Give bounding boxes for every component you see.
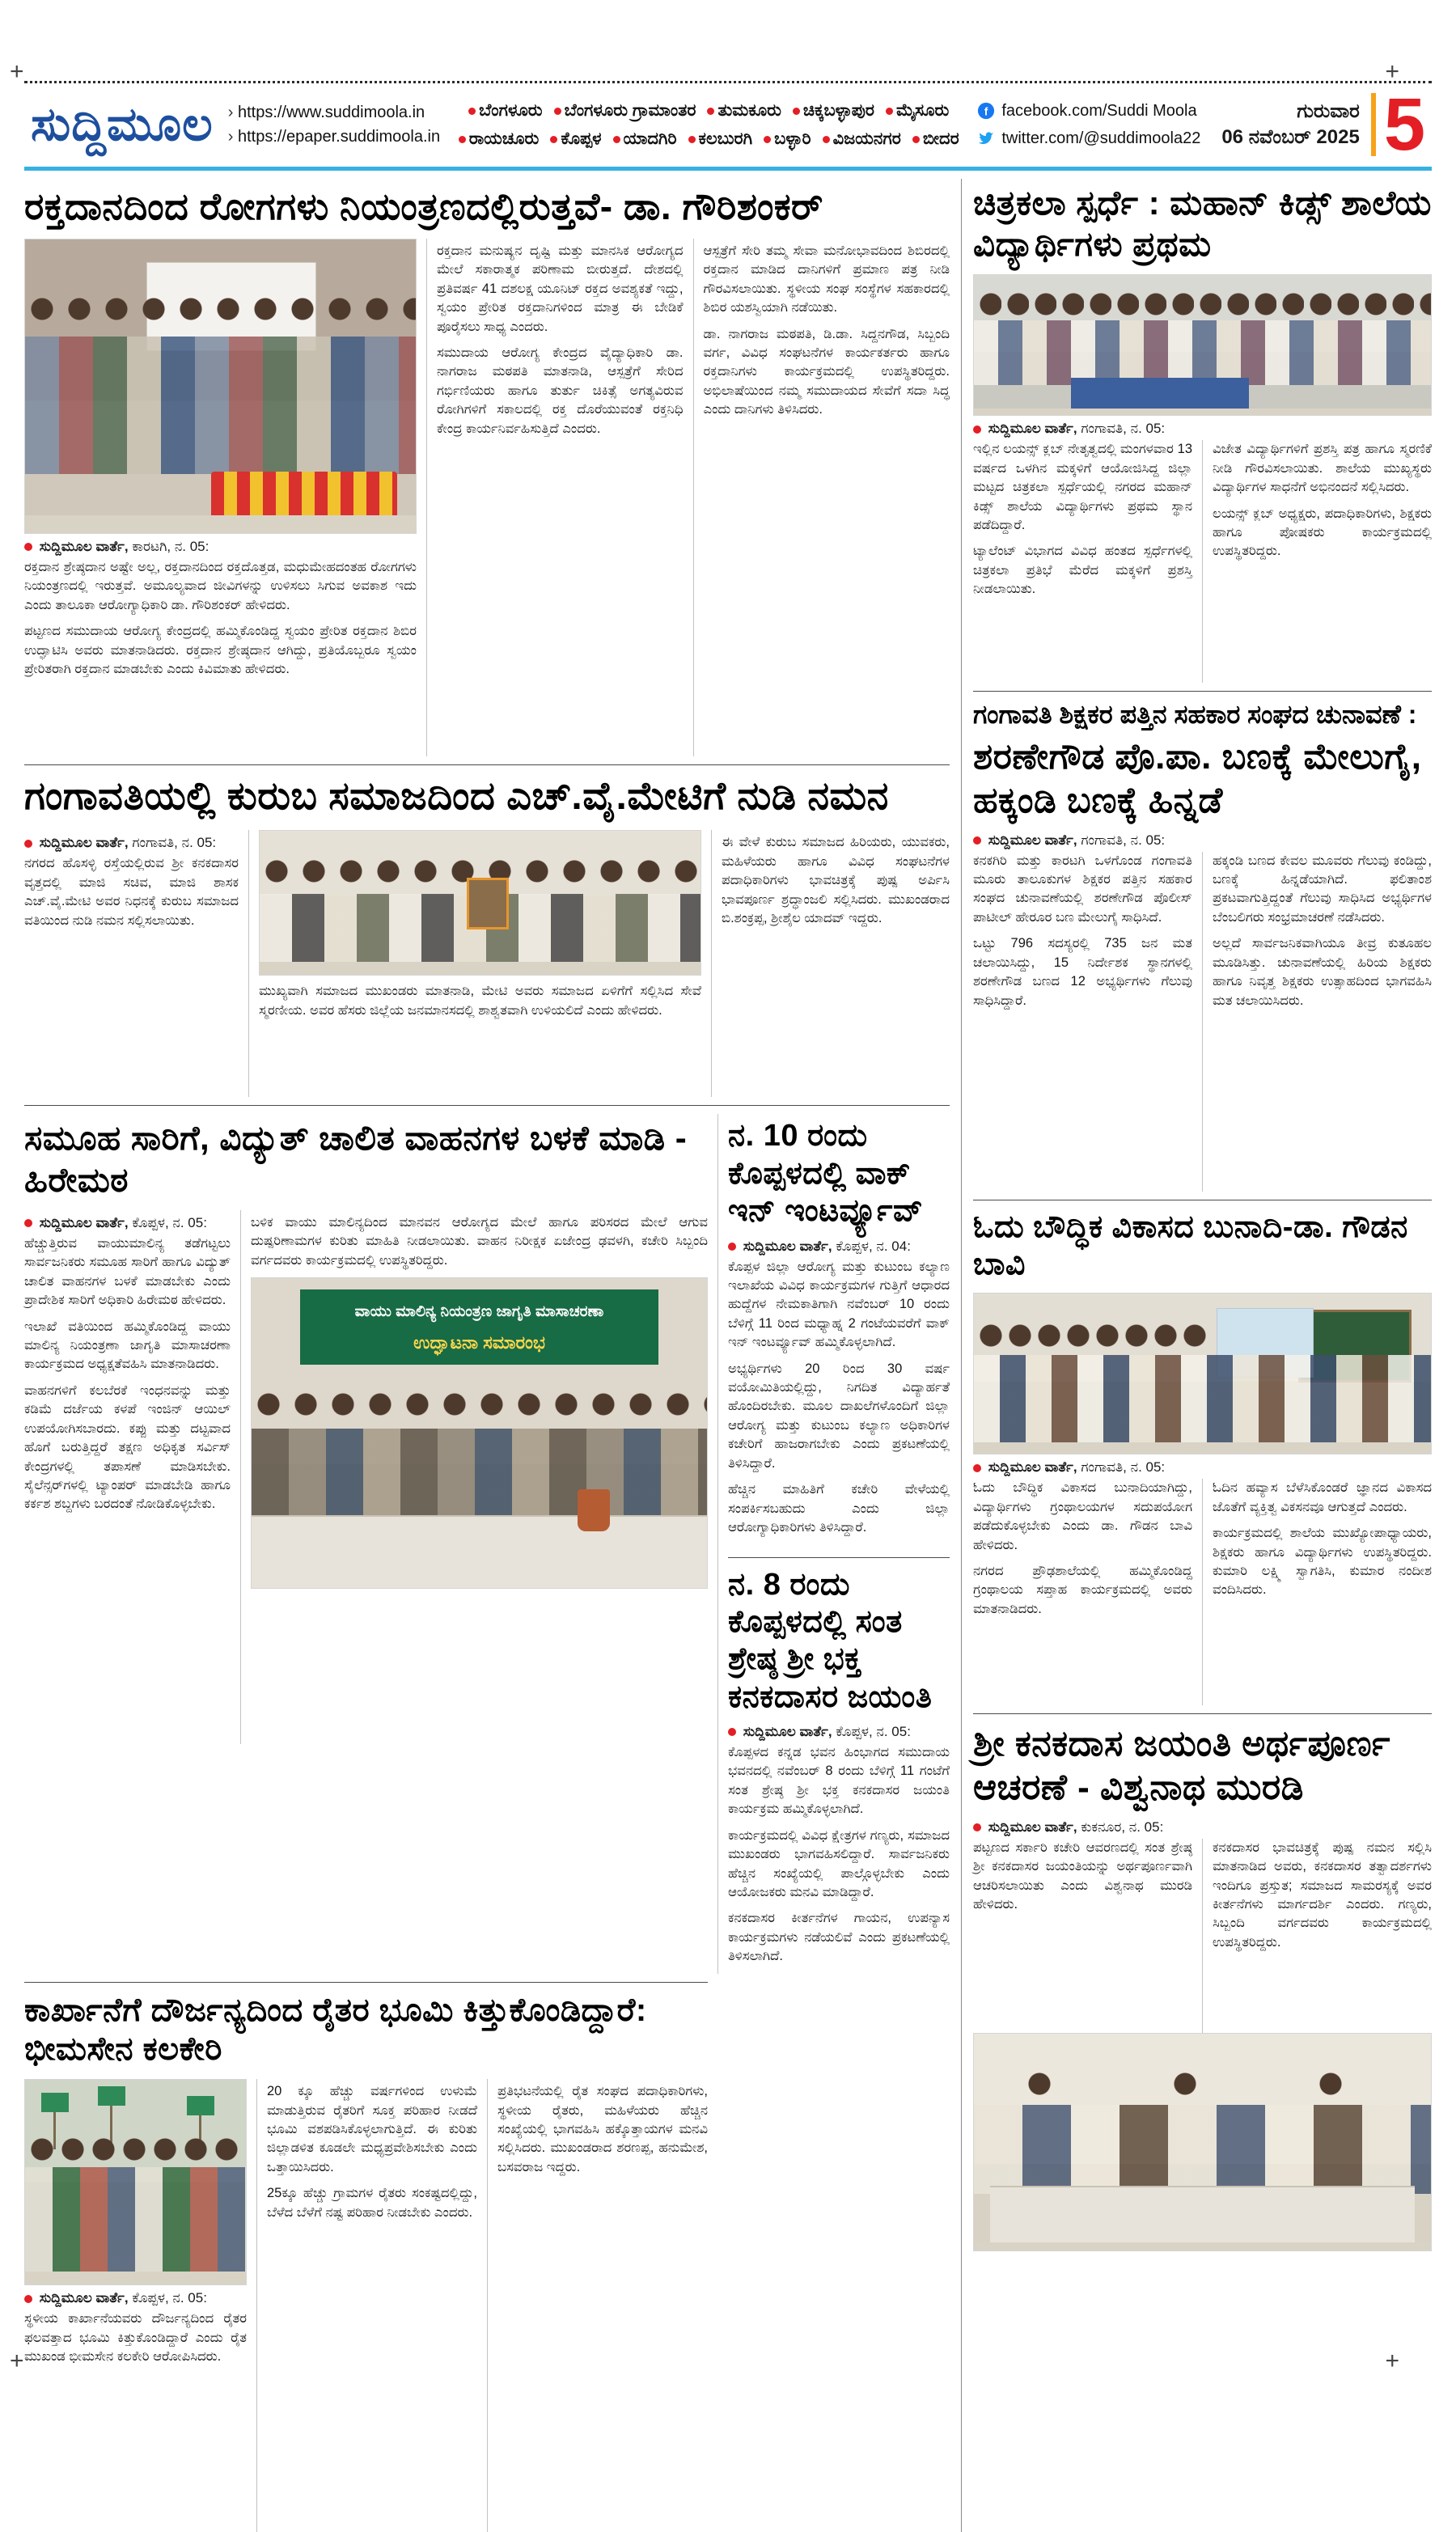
byline-location: ಕೊಪ್ಪಳ, ನ. 05: (132, 1214, 207, 1230)
middle-briefs-column (717, 1114, 950, 1973)
website-url-link[interactable]: › https://www.suddimoola.in (228, 100, 440, 125)
left-column-zone (24, 179, 961, 2532)
twitter-bird-icon (977, 129, 995, 147)
byline-bullet-icon (728, 1243, 736, 1251)
byline-source: ಸುದ್ದಿಮೂಲ ವಾರ್ತೆ, (39, 2290, 129, 2306)
flower-pot (578, 1489, 610, 1531)
body-paragraph: ಇಲಾಖೆ ವತಿಯಿಂದ ಹಮ್ಮಿಕೊಂಡಿದ್ದ ವಾಯು ಮಾಲಿನ್ಯ ನಿಯಂತ್ರಣಾ ಜಾಗೃತಿ ಮಾಸಾಚರಣಾ ಕಾರ್ಯಕ್ರಮದ ಅಧ್ಯಕ್ಷತೆವಹಿಸಿ ಮಾತನಾಡಿದರು. (24, 1319, 231, 1372)
city-item: ಬೆಂಗಳೂರು (468, 101, 542, 120)
facebook-handle: facebook.com/Suddi Moola (1001, 102, 1197, 121)
body-text-col (1213, 440, 1432, 561)
body-paragraph: ಕೊಪ್ಪಳ ಜಿಲ್ಲಾ ಆರೋಗ್ಯ ಮತ್ತು ಕುಟುಂಬ ಕಲ್ಯಾಣ ಇಲಾಖೆಯ ವಿವಿಧ ಕಾರ್ಯಕ್ರಮಗಳ ಗುತ್ತಿಗೆ ಆಧಾರದ ಹುದ್ದೆಗಳ ನೇಮಕಾತಿಗಾಗಿ ನವೆಂಬರ್ 10 ರಂದು ಬೆಳಿಗ್ಗೆ 11 ರಿಂದ ಮಧ್ಯಾಹ್ನ 2 ಗಂಟೆಯವರೆಗೆ ವಾಕ್ ಇನ್ ಇಂಟರ್ವ್ಯೂವ್ ಹಮ್ಮಿಕೊಳ್ಳಲಾಗಿದೆ. (728, 1259, 950, 1350)
body-text-col (722, 833, 950, 928)
body-paragraph: ಅಭ್ಯರ್ಥಿಗಳು 20 ರಿಂದ 30 ವರ್ಷ ವಯೋಮಿತಿಯಲ್ಲಿದ್ದು, ನಿಗದಿತ ವಿದ್ಯಾರ್ಹತೆ ಹೊಂದಿರಬೇಕು. ಮೂಲ ದಾಖಲೆಗಳೊಂದಿಗೆ ಜಿಲ್ಲಾ ಆರೋಗ್ಯ ಮತ್ತು ಕುಟುಂಬ ಕಲ್ಯಾಣ ಅಧಿಕಾರಿಗಳ ಕಚೇರಿಗೆ ಹಾಜರಾಗಬೇಕು ಎಂದು ಪ್ರಕಟಣೆಯಲ್ಲಿ ತಿಳಿಸಿದ್ದಾರೆ. (728, 1361, 950, 1471)
body-paragraph: ಡಾ. ನಾಗರಾಜ ಮಠಪತಿ, ಡಿ.ಡಾ. ಸಿದ್ದನಗೌಡ, ಸಿಬ್ಬಂದಿ ವರ್ಗ, ವಿವಿಧ ಸಂಘಟನೆಗಳ ಕಾರ್ಯಕರ್ತರು ಹಾಗೂ ರಕ್ತದಾನಿಗಳು ಕಾರ್ಯಕ್ರಮದಲ್ಲಿ ಉಪಸ್ಥಿತರಿದ್ದರು. ಅಭಿಲಾಷೆಯಿಂದ ನಮ್ಮ ಸಮುದಾಯದ ಸೇವೆಗೆ ಸದಾ ಸಿದ್ಧ ಎಂದು ದಾನಿಗಳು ತಿಳಿಸಿದರು. (703, 326, 950, 417)
byline-source: ಸುದ್ದಿಮೂಲ ವಾರ್ತೆ, (39, 835, 129, 851)
body-paragraph: ಕನಕದಾಸರ ಕೀರ್ತನೆಗಳ ಗಾಯನ, ಉಪನ್ಯಾಸ ಕಾರ್ಯಕ್ರಮಗಳು ನಡೆಯಲಿವೆ ಎಂದು ಪ್ರಕಟಣೆಯಲ್ಲಿ ತಿಳಿಸಲಾಗಿದೆ. (728, 1911, 950, 1964)
article-divider (973, 691, 1432, 692)
body-paragraph: ಪಟ್ಟಣದ ಸಮುದಾಯ ಆರೋಗ್ಯ ಕೇಂದ್ರದಲ್ಲಿ ಹಮ್ಮಿಕೊಂಡಿದ್ದ ಸ್ವಯಂ ಪ್ರೇರಿತ ರಕ್ತದಾನ ಶಿಬಿರ ಉದ್ಘಾಟಿಸಿ ಅವರು ಮಾತನಾಡಿದರು. ರಕ್ತದಾನ ಶ್ರೇಷ್ಠದಾನ ಆಗಿದ್ದು, ಪ್ರತಿಯೊಬ್ಬರೂ ಸ್ವಯಂ ಪ್ರೇರಿತರಾಗಿ ರಕ್ತದಾನ ಮಾಡಬೇಕು ಎಂದು ಕಿವಿಮಾತು ಹೇಳಿದರು. (24, 624, 417, 677)
crop-mark-top-left: + (10, 58, 24, 85)
body-paragraph: ಈ ವೇಳೆ ಕುರುಬ ಸಮಾಜದ ಹಿರಿಯರು, ಯುವಕರು, ಮಹಿಳೆಯರು ಹಾಗೂ ವಿವಿಧ ಸಂಘಟನೆಗಳ ಪದಾಧಿಕಾರಿಗಳು ಭಾವಚಿತ್ರಕ್ಕೆ ಪುಷ್ಪ ಅರ್ಪಿಸಿ ಭಾವಪೂರ್ಣ ಶ್ರದ್ಧಾಂಜಲಿ ಸಲ್ಲಿಸಿದರು. ಮುಖಂಡರಾದ ಬಿ.ಶಂಕ್ರಪ್ಪ, ಶ್ರೀಶೈಲ ಯಾದವ್ ಇದ್ದರು. (722, 835, 950, 926)
byline-bullet-icon (24, 2295, 32, 2303)
body-paragraph: ವಿಜೇತ ವಿದ್ಯಾರ್ಥಿಗಳಿಗೆ ಪ್ರಶಸ್ತಿ ಪತ್ರ ಹಾಗೂ ಸ್ಮರಣಿಕೆ ನೀಡಿ ಗೌರವಿಸಲಾಯಿತು. ಶಾಲೆಯ ಮುಖ್ಯಸ್ಥರು ವಿದ್ಯಾರ್ಥಿಗಳ ಸಾಧನೆಗೆ ಅಭಿನಂದನೆ ಸಲ್ಲಿಸಿದರು. (1213, 442, 1432, 495)
byline-location: ಗಂಗಾವತಿ, ನ. 05: (1081, 832, 1166, 848)
article-drawing-competition (973, 182, 1432, 683)
weekday: ಗುರುವಾರ (1297, 100, 1360, 122)
body-paragraph: ಹೆಚ್ಚುತ್ತಿರುವ ವಾಯುಮಾಲಿನ್ಯ ತಡೆಗಟ್ಟಲು ಸಾರ್ವಜನಿಕರು ಸಮೂಹ ಸಾರಿಗೆ ಹಾಗೂ ವಿದ್ಯುತ್ ಚಾಲಿತ ವಾಹನಗಳ ಬಳಕೆ ಮಾಡಬೇಕು ಎಂದು ಪ್ರಾದೇಶಿಕ ಸಾರಿಗೆ ಅಧಿಕಾರಿ ಹಿರೇಮಠ ಹೇಳಿದರು. (24, 1235, 231, 1308)
body-text-col (24, 854, 239, 930)
article-headline: ಚಿತ್ರಕಲಾ ಸ್ಪರ್ಧೆ : ಮಹಾನ್ ಕಿಡ್ಸ್ ಶಾಲೆಯ ವಿದ್ಯಾರ್ಥಿಗಳು ಪ್ರಥಮ (973, 183, 1432, 264)
article-photo-tribute-gathering (259, 830, 701, 976)
article-photo-school-event (973, 1293, 1432, 1454)
city-bullet-icon (886, 108, 893, 115)
byline (973, 421, 1432, 437)
body-paragraph: ಸ್ಥಳೀಯ ಕಾರ್ಖಾನೆಯವರು ದೌರ್ಜನ್ಯದಿಂದ ರೈತರ ಫಲವತ್ತಾದ ಭೂಮಿ ಕಿತ್ತುಕೊಂಡಿದ್ದಾರೆ ಎಂದು ರೈತ ಮುಖಂಡ ಭೀಮಸೇನ ಕಲಕೇರಿ ಆರೋಪಿಸಿದರು. (24, 2311, 247, 2365)
city-item: ಚಿಕ್ಕಬಳ್ಳಾಪುರ (793, 101, 874, 120)
body-paragraph: ಒಟ್ಟು 796 ಸದಸ್ಯರಲ್ಲಿ 735 ಜನ ಮತ ಚಲಾಯಿಸಿದ್ದು, 15 ನಿರ್ದೇಶಕ ಸ್ಥಾನಗಳಲ್ಲಿ ಶರಣೇಗೌಡ ಬಣದ 12 ಅಭ್ಯರ್ಥಿಗಳು ಗೆಲುವು ಸಾಧಿಸಿದ್ದಾರೆ. (973, 936, 1192, 1008)
article-headline: ಗಂಗಾವತಿಯಲ್ಲಿ ಕುರುಬ ಸಮಾಜದಿಂದ ಎಚ್.ವೈ.ಮೇಟಿಗೆ ನುಡಿ ನಮನ (24, 774, 889, 818)
city-bullet-icon (764, 136, 771, 143)
body-text-col (1213, 1479, 1432, 1600)
byline-location: ಗಂಗಾವತಿ, ನ. 05: (132, 835, 217, 851)
byline-bullet-icon (728, 1728, 736, 1736)
article-headline: ನ. 10 ರಂದು ಕೊಪ್ಪಳದಲ್ಲಿ ವಾಕ್ ಇನ್ ಇಂಟರ್ವ್ಯೂವ್ (728, 1119, 924, 1229)
byline-bullet-icon (24, 840, 32, 848)
city-item: ಯಾದಗಿರಿ (613, 129, 677, 148)
body-text-col (24, 2310, 247, 2366)
city-bullet-icon (912, 136, 920, 143)
masthead (24, 83, 1432, 166)
body-text-col (728, 1258, 950, 1549)
byline-location: ಗಂಗಾವತಿ, ನ. 05: (1081, 1459, 1166, 1476)
body-paragraph: ಪ್ರತಿಭಟನೆಯಲ್ಲಿ ರೈತ ಸಂಘದ ಪದಾಧಿಕಾರಿಗಳು, ಸ್ಥಳೀಯ ರೈತರು, ಮಹಿಳೆಯರು ಹೆಚ್ಚಿನ ಸಂಖ್ಯೆಯಲ್ಲಿ ಭಾಗವಹಿಸಿ ಹಕ್ಕೊತ್ತಾಯಗಳ ಮನವಿ ಸಲ್ಲಿಸಿದರು. ಮುಖಂಡರಾದ ಶರಣಪ್ಪ, ಹನುಮೇಶ, ಬಸವರಾಜ ಇದ್ದರು. (497, 2084, 708, 2174)
facebook-icon (977, 102, 995, 120)
article-divider (728, 1557, 950, 1558)
city-item: ಬೀದರ (912, 129, 959, 148)
byline-location: ಕೊಪ್ಪಳ, ನ. 05: (132, 2290, 207, 2306)
byline-location: ಕುಕನೂರ, ನ. 05: (1081, 1819, 1164, 1835)
body-paragraph: ರಕ್ತದಾನ ಮನುಷ್ಯನ ದೃಷ್ಟಿ ಮತ್ತು ಮಾನಸಿಕ ಆರೋಗ್ಯದ ಮೇಲೆ ಸಕಾರಾತ್ಮಕ ಪರಿಣಾಮ ಬೀರುತ್ತದೆ. ದೇಶದಲ್ಲಿ ಪ್ರತಿವರ್ಷ 41 ದಶಲಕ್ಷ ಯೂನಿಟ್ ರಕ್ತದ ಅವಶ್ಯಕತೆ ಇದ್ದು, ಸ್ವಯಂ ಪ್ರೇರಿತ ರಕ್ತದಾನಿಗಳಿಂದ ಮಾತ್ರ ಈ ಬೇಡಿಕೆ ಪೂರೈಸಲು ಸಾಧ್ಯ ಎಂದರು. (437, 243, 684, 334)
svg-text:f: f (984, 105, 988, 118)
byline (973, 1819, 1432, 1835)
article-divider (24, 1105, 950, 1106)
body-text-col (1213, 1839, 1432, 1953)
article-headline: ನ. 8 ರಂದು ಕೊಪ್ಪಳದಲ್ಲಿ ಸಂತ ಶ್ರೇಷ್ಠ ಶ್ರೀ ಭಕ್ತ ಕನಕದಾಸರ ಜಯಂತಿ (728, 1567, 933, 1714)
byline-location: ಗಂಗಾವತಿ, ನ. 05: (1081, 421, 1166, 437)
article-cooperative-election (973, 700, 1432, 1191)
body-paragraph: ಓದು ಬೌದ್ಧಿಕ ವಿಕಾಸದ ಬುನಾದಿಯಾಗಿದ್ದು, ವಿದ್ಯಾರ್ಥಿಗಳು ಗ್ರಂಥಾಲಯಗಳ ಸದುಪಯೋಗ ಪಡೆದುಕೊಳ್ಳಬೇಕು ಎಂದು ಡಾ. ಗೌಡನ ಬಾವಿ ಹೇಳಿದರು. (973, 1480, 1192, 1552)
byline (24, 1215, 231, 1231)
article-photo-prize-winners (973, 274, 1432, 416)
cyan-header-rule (24, 167, 1432, 171)
article-farmers-protest (24, 1991, 708, 2532)
byline-bullet-icon (973, 426, 981, 434)
top-dotted-rule (24, 81, 1432, 83)
newspaper-page (24, 81, 1432, 2532)
article-photo-blood-donation (24, 239, 417, 534)
body-text-col (24, 1234, 231, 1514)
cities-line-1 (453, 96, 965, 125)
article-walk-in-interview (728, 1117, 950, 1548)
body-paragraph: 20 ಕ್ಕೂ ಹೆಚ್ಚು ವರ್ಷಗಳಿಂದ ಉಳುಮೆ ಮಾಡುತ್ತಿರುವ ರೈತರಿಗೆ ಸೂಕ್ತ ಪರಿಹಾರ ನೀಡದೆ ಭೂಮಿ ವಶಪಡಿಸಿಕೊಳ್ಳಲಾಗುತ್ತಿದೆ. ಈ ಕುರಿತು ಜಿಲ್ಲಾಡಳಿತ ಕೂಡಲೇ ಮಧ್ಯಪ್ರವೇಶಿಸಬೇಕು ಎಂದು ಒತ್ತಾಯಿಸಿದರು. (267, 2084, 477, 2174)
article-headline: ರಕ್ತದಾನದಿಂದ ರೋಗಗಳು ನಿಯಂತ್ರಣದಲ್ಲಿರುತ್ತವೆ- ಡಾ. ಗೌರಿಶಂಕರ್ (24, 184, 823, 227)
body-paragraph: ಇಲ್ಲಿನ ಲಯನ್ಸ್ ಕ್ಲಬ್ ನೇತೃತ್ವದಲ್ಲಿ ಮಂಗಳವಾರ 13 ವರ್ಷದ ಒಳಗಿನ ಮಕ್ಕಳಿಗೆ ಆಯೋಜಿಸಿದ್ದ ಜಿಲ್ಲಾ ಮಟ್ಟದ ಚಿತ್ರಕಲಾ ಸ್ಪರ್ಧೆಯಲ್ಲಿ ನಗರದ ಮಹಾನ್ ಕಿಡ್ಸ್ ಶಾಲೆಯ ವಿದ್ಯಾರ್ಥಿಗಳು ಪ್ರಥಮ ಸ್ಥಾನ ಪಡೆದಿದ್ದಾರೆ. (973, 442, 1192, 532)
byline-source: ಸುದ್ದಿಮೂಲ ವಾರ್ತೆ, (988, 832, 1077, 848)
body-paragraph: ರಕ್ತದಾನ ಶ್ರೇಷ್ಠದಾನ ಅಷ್ಟೇ ಅಲ್ಲ, ರಕ್ತದಾನದಿಂದ ರಕ್ತದೊತ್ತಡ, ಮಧುಮೇಹದಂತಹ ರೋಗಗಳು ನಿಯಂತ್ರಣದಲ್ಲಿ ಇರುತ್ತವೆ. ಅಮೂಲ್ಯವಾದ ಜೀವಿಗಳನ್ನು ಉಳಿಸಲು ಸಿಗುವ ಅವಕಾಶ ಇದು ಎಂದು ತಾಲೂಕಾ ಆರೋಗ್ಯಾಧಿಕಾರಿ ಡಾ. ಗೌರಿಶಂಕರ್ ಹೇಳಿದರು. (24, 559, 417, 612)
city-item: ಮೈಸೂರು (886, 101, 949, 120)
article-divider (973, 1713, 1432, 1714)
body-paragraph: ಲಯನ್ಸ್ ಕ್ಲಬ್ ಅಧ್ಯಕ್ಷರು, ಪದಾಧಿಕಾರಿಗಳು, ಶಿಕ್ಷಕರು ಹಾಗೂ ಪೋಷಕರು ಕಾರ್ಯಕ್ರಮದಲ್ಲಿ ಉಪಸ್ಥಿತರಿದ್ದರು. (1213, 506, 1432, 559)
article-kanakadasa-jayanti-notice (728, 1566, 950, 1967)
edition-cities (453, 96, 965, 154)
crop-mark-bottom-right: + (1385, 2348, 1399, 2374)
body-text-col (251, 1213, 708, 1270)
article-headline: ಓದು ಬೌದ್ಧಿಕ ವಿಕಾಸದ ಬುನಾದಿ-ಡಾ. ಗೌಡನ ಬಾವಿ (973, 1209, 1408, 1281)
byline-bullet-icon (973, 1464, 981, 1472)
article-transport-pollution (24, 1114, 708, 1973)
body-paragraph: ಕೊಪ್ಪಳದ ಕನ್ನಡ ಭವನ ಹಿಂಭಾಗದ ಸಮುದಾಯ ಭವನದಲ್ಲಿ ನವೆಂಬರ್ 8 ರಂದು ಬೆಳಿಗ್ಗೆ 11 ಗಂಟೆಗೆ ಸಂತ ಶ್ರೇಷ್ಠ ಶ್ರೀ ಭಕ್ತ ಕನಕದಾಸರ ಜಯಂತಿ ಕಾರ್ಯಕ್ರಮ ಹಮ್ಮಿಕೊಳ್ಳಲಾಗಿದೆ. (728, 1744, 950, 1817)
epaper-url-link[interactable]: › https://epaper.suddimoola.in (228, 125, 440, 149)
crop-mark-bottom-left: + (10, 2348, 24, 2374)
city-bullet-icon (823, 136, 830, 143)
event-banner-line2: ಉದ್ಘಾಟನಾ ಸಮಾರಂಭ (413, 1332, 545, 1353)
byline-source: ಸುದ್ದಿಮೂಲ ವಾರ್ತೆ, (743, 1238, 832, 1254)
body-paragraph: ಪಟ್ಟಣದ ಸರ್ಕಾರಿ ಕಚೇರಿ ಆವರಣದಲ್ಲಿ ಸಂತ ಶ್ರೇಷ್ಠ ಶ್ರೀ ಕನಕದಾಸರ ಜಯಂತಿಯನ್ನು ಅರ್ಥಪೂರ್ಣವಾಗಿ ಆಚರಿಸಲಾಯಿತು ಎಂದು ವಿಶ್ವನಾಥ ಮುರಡಿ ಹೇಳಿದರು. (973, 1840, 1192, 1912)
byline-source: ಸುದ್ದಿಮೂಲ ವಾರ್ತೆ, (988, 1819, 1077, 1835)
twitter-link[interactable] (977, 125, 1200, 152)
city-bullet-icon (554, 108, 561, 115)
article-divider (24, 764, 950, 765)
crop-mark-top-right: + (1385, 58, 1399, 85)
city-bullet-icon (459, 136, 466, 143)
date: 06 ನವೆಂಬರ್ 2025 (1221, 126, 1360, 149)
city-item: ವಿಜಯನಗರ (823, 129, 901, 148)
city-item: ರಾಯಚೂರು (459, 129, 540, 148)
body-text-col (24, 558, 417, 680)
body-paragraph: ನಗರದ ಪ್ರೌಢಶಾಲೆಯಲ್ಲಿ ಹಮ್ಮಿಕೊಂಡಿದ್ದ ಗ್ರಂಥಾಲಯ ಸಪ್ತಾಹ ಕಾರ್ಯಕ್ರಮದಲ್ಲಿ ಅವರು ಮಾತನಾಡಿದರು. (973, 1564, 1192, 1616)
byline-source: ಸುದ್ದಿಮೂಲ ವಾರ್ತೆ, (988, 421, 1077, 437)
right-column-zone (961, 179, 1432, 2532)
body-paragraph: ಓದಿನ ಹವ್ಯಾಸ ಬೆಳೆಸಿಕೊಂಡರೆ ಜ್ಞಾನದ ವಿಕಾಸದ ಜೊತೆಗೆ ವ್ಯಕ್ತಿತ್ವ ವಿಕಸನವೂ ಆಗುತ್ತದೆ ಎಂದರು. (1213, 1480, 1432, 1514)
body-paragraph: ಕನಕದಾಸರ ಭಾವಚಿತ್ರಕ್ಕೆ ಪುಷ್ಪ ನಮನ ಸಲ್ಲಿಸಿ ಮಾತನಾಡಿದ ಅವರು, ಕನಕದಾಸರ ತತ್ವಾದರ್ಶಗಳು ಇಂದಿಗೂ ಪ್ರಸ್ತುತ; ಸಮಾಜದ ಸಾಮರಸ್ಯಕ್ಕೆ ಅವರ ಕೀರ್ತನೆಗಳು ಮಾರ್ಗದರ್ಶಿ ಎಂದರು. ಗಣ್ಯರು, ಸಿಬ್ಬಂದಿ ವರ್ಗದವರು ಕಾರ್ಯಕ್ರಮದಲ್ಲಿ ಉಪಸ್ಥಿತರಿದ್ದರು. (1213, 1840, 1432, 1950)
byline (973, 1459, 1432, 1476)
body-text-col (973, 852, 1192, 1010)
page-number: 5 (1383, 83, 1425, 166)
city-item: ಬೆಂಗಳೂರು ಗ್ರಾಮಾಂತರ (554, 101, 696, 120)
byline-source: ಸುದ್ದಿಮೂಲ ವಾರ್ತೆ, (988, 1459, 1077, 1476)
body-text-col (704, 242, 950, 420)
body-paragraph: ಅಲ್ಲದೆ ಸಾರ್ವಜನಿಕವಾಗಿಯೂ ತೀವ್ರ ಕುತೂಹಲ ಮೂಡಿಸಿತ್ತು. ಚುನಾವಣೆಯಲ್ಲಿ ಹಿರಿಯ ಶಿಕ್ಷಕರು ಹಾಗೂ ನಿವೃತ್ತ ಶಿಕ್ಷಕರು ಉತ್ಸಾಹದಿಂದ ಭಾಗವಹಿಸಿ ಮತ ಚಲಾಯಿಸಿದರು. (1213, 936, 1432, 1008)
byline-source: ಸುದ್ದಿಮೂಲ ವಾರ್ತೆ, (39, 538, 129, 554)
byline-bullet-icon (24, 1219, 32, 1227)
article-headline: ಶ್ರೀ ಕನಕದಾಸ ಜಯಂತಿ ಅರ್ಥಪೂರ್ಣ ಆಚರಣೆ - ವಿಶ್ವನಾಥ ಮುರಡಿ (973, 1724, 1390, 1807)
city-item: ಕೊಪ್ಪಳ (550, 129, 601, 148)
city-item: ಕಲಬುರಗಿ (688, 129, 753, 148)
newspaper-logo: ಸುದ್ದಿಮೂಲ (31, 98, 214, 151)
body-paragraph: ಮುಖ್ಯವಾಗಿ ಸಮಾಜದ ಮುಖಂಡರು ಮಾತನಾಡಿ, ಮೇಟಿ ಅವರು ಸಮಾಜದ ಏಳಿಗೆಗೆ ಸಲ್ಲಿಸಿದ ಸೇವೆ ಸ್ಮರಣೀಯ. ಅವರ ಹೆಸರು ಜಿಲ್ಲೆಯ ಜನಮಾನಸದಲ್ಲಿ ಶಾಶ್ವತವಾಗಿ ಉಳಿಯಲಿದೆ ಎಂದು ಹೇಳಿದರು. (259, 984, 701, 1018)
body-paragraph: ಕನಕಗಿರಿ ಮತ್ತು ಕಾರಟಗಿ ಒಳಗೊಂಡ ಗಂಗಾವತಿ ಮೂರು ತಾಲೂಕುಗಳ ಶಿಕ್ಷಕರ ಪತ್ತಿನ ಸಹಕಾರ ಸಂಘದ ಚುನಾವಣೆಯಲ್ಲಿ ಶರಣೇಗೌಡ ಪೊಲೀಸ್ ಪಾಟೀಲ್ ಹೇರೂರ ಬಣ ಮೇಲುಗೈ ಸಾಧಿಸಿದೆ. (973, 853, 1192, 925)
byline (24, 2290, 247, 2306)
article-kanakadasa-jayanti-celebration (973, 1722, 1432, 2250)
byline-location: ಕೊಪ್ಪಳ, ನ. 04: (836, 1238, 911, 1254)
article-divider (24, 1982, 708, 1983)
byline-bullet-icon (973, 836, 981, 845)
city-item: ಬಳ್ಳಾರಿ (764, 129, 811, 148)
article-headline: ಶರಣೇಗೌಡ ಪೊ.ಪಾ. ಬಣಕ್ಕೆ ಮೇಲುಗೈ, ಹಕ್ಕಂಡಿ ಬಣಕ್ಕೆ ಹಿನ್ನಡೆ (973, 737, 1422, 820)
body-paragraph: ಹೆಚ್ಚಿನ ಮಾಹಿತಿಗೆ ಕಚೇರಿ ವೇಳೆಯಲ್ಲಿ ಸಂಪರ್ಕಿಸಬಹುದು ಎಂದು ಜಿಲ್ಲಾ ಆರೋಗ್ಯಾಧಿಕಾರಿಗಳು ತಿಳಿಸಿದ್ದಾರೆ. (728, 1482, 950, 1535)
byline (973, 832, 1432, 849)
body-paragraph: ಟ್ಯಾಲೆಂಟ್ ವಿಭಾಗದ ವಿವಿಧ ಹಂತದ ಸ್ಪರ್ಧೆಗಳಲ್ಲಿ ಚಿತ್ರಕಲಾ ಪ್ರತಿಭೆ ಮೆರೆದ ಮಕ್ಕಳಿಗೆ ಪ್ರಶಸ್ತಿ ನೀಡಲಾಯಿತು. (973, 544, 1192, 597)
article-photo-officials-at-desk (973, 2033, 1432, 2251)
byline-location: ಕೊಪ್ಪಳ, ನ. 05: (836, 1723, 911, 1739)
body-text-col (728, 1743, 950, 1967)
byline-bullet-icon (24, 543, 32, 551)
article-photo-protest (24, 2079, 247, 2285)
body-paragraph: ಕಾರ್ಯಕ್ರಮದಲ್ಲಿ ವಿವಿಧ ಕ್ಷೇತ್ರಗಳ ಗಣ್ಯರು, ಸಮಾಜದ ಮುಖಂಡರು ಭಾಗವಹಿಸಲಿದ್ದಾರೆ. ಸಾರ್ವಜನಿಕರು ಹೆಚ್ಚಿನ ಸಂಖ್ಯೆಯಲ್ಲಿ ಪಾಲ್ಗೊಳ್ಳಬೇಕು ಎಂದು ಆಯೋಜಕರು ಮನವಿ ಮಾಡಿದ್ದಾರೆ. (728, 1827, 950, 1899)
city-bullet-icon (550, 136, 557, 143)
body-text-col (497, 2082, 708, 2177)
body-text-col (437, 242, 684, 438)
body-text-col (267, 2082, 477, 2222)
article-reading-foundation (973, 1209, 1432, 1706)
byline-source: ಸುದ್ದಿಮೂಲ ವಾರ್ತೆ, (743, 1723, 832, 1739)
city-bullet-icon (613, 136, 620, 143)
body-paragraph: ನಗರದ ಹೊಸಳ್ಳಿ ರಸ್ತೆಯಲ್ಲಿರುವ ಶ್ರೀ ಕನಕದಾಸರ ವೃತ್ತದಲ್ಲಿ ಮಾಜಿ ಸಚಿವ, ಮಾಜಿ ಶಾಸಕ ಎಚ್.ವೈ.ಮೇಟಿ ಅವರ ನಿಧನಕ್ಕೆ ಕುರುಬ ಸಮಾಜದ ವತಿಯಿಂದ ನುಡಿ ನಮನ ಸಲ್ಲಿಸಲಾಯಿತು. (24, 856, 239, 928)
body-text-col (1213, 852, 1432, 1010)
body-text-col (259, 982, 701, 1020)
article-headline: ಸಮೂಹ ಸಾರಿಗೆ, ವಿದ್ಯುತ್ ಚಾಲಿತ ವಾಹನಗಳ ಬಳಕೆ ಮಾಡಿ - ಹಿರೇಮಠ (24, 1119, 688, 1199)
byline (24, 539, 417, 555)
byline (728, 1724, 950, 1740)
byline (728, 1238, 950, 1255)
body-text-col (973, 1839, 1192, 1915)
facebook-link[interactable] (977, 97, 1200, 125)
article-headline: ಕಾರ್ಖಾನೆಗೆ ದೌರ್ಜನ್ಯದಿಂದ ರೈತರ ಭೂಮಿ ಕಿತ್ತುಕೊಂಡಿದ್ದಾರೆ: ಭೀಮಸೇನ ಕಲಕೇರಿ (24, 1992, 647, 2068)
body-paragraph: ಸಮುದಾಯ ಆರೋಗ್ಯ ಕೇಂದ್ರದ ವೈದ್ಯಾಧಿಕಾರಿ ಡಾ. ನಾಗರಾಜ ಮಠಪತಿ ಮಾತನಾಡಿ, ಆಸ್ಪತ್ರೆಗೆ ಸೇರಿದ ಗರ್ಭಿಣಿಯರು ಹಾಗೂ ತುರ್ತು ಚಿಕಿತ್ಸೆ ಅಗತ್ಯವಿರುವ ರೋಗಿಗಳಿಗೆ ಸಕಾಲದಲ್ಲಿ ರಕ್ತ ದೊರೆಯುವಂತೆ ರಕ್ತನಿಧಿ ಕೇಂದ್ರ ಕಾರ್ಯನಿರ್ವಹಿಸುತ್ತಿದೆ ಎಂದರು. (437, 345, 684, 436)
body-text-col (973, 440, 1192, 599)
article-kuruba-tribute (24, 773, 950, 1098)
cities-line-2 (453, 125, 965, 154)
city-bullet-icon (707, 108, 714, 115)
event-banner-line1: ವಾಯು ಮಾಲಿನ್ಯ ನಿಯಂತ್ರಣ ಜಾಗೃತಿ ಮಾಸಾಚರಣಾ (354, 1303, 604, 1321)
twitter-handle: twitter.com/@suddimoola22 (1001, 129, 1201, 148)
city-bullet-icon (468, 108, 476, 115)
date-block (1221, 99, 1360, 151)
body-paragraph: ವಾಹನಗಳಿಗೆ ಕಲಬೆರಕೆ ಇಂಧನವನ್ನು ಮತ್ತು ಕಡಿಮೆ ದರ್ಜೆಯ ಕಳಪೆ ಇಂಜಿನ್ ಆಯಿಲ್ ಉಪಯೋಗಿಸಬಾರದು. ಕಪ್ಪು ಮತ್ತು ದಟ್ಟವಾದ ಹೊಗೆ ಬರುತ್ತಿದ್ದರೆ ತಕ್ಷಣ ಅಧಿಕೃತ ಸರ್ವಿಸ್ ಕೇಂದ್ರಗಳಲ್ಲಿ ತಪಾಸಣೆ ಮಾಡಿಸಬೇಕು. ಸೈಲೆನ್ಸರ್‌ಗಳಲ್ಲಿ ಟ್ಯಾಂಪರ್ ಮಾಡಬೇಡಿ ಹಾಗೂ ಕರ್ಕಶ ಶಬ್ದಗಳು ಬರದಂತೆ ನೋಡಿಕೊಳ್ಳಬೇಕು. (24, 1382, 231, 1512)
body-paragraph: 25ಕ್ಕೂ ಹೆಚ್ಚು ಗ್ರಾಮಗಳ ರೈತರು ಸಂಕಷ್ಟದಲ್ಲಿದ್ದು, ಬೆಳೆದ ಬೆಳೆಗೆ ನಷ್ಟ ಪರಿಹಾರ ನೀಡಬೇಕು ಎಂದರು. (267, 2186, 477, 2220)
body-paragraph: ಹಕ್ಕಂಡಿ ಬಣದ ಕೇವಲ ಮೂವರು ಗೆಲುವು ಕಂಡಿದ್ದು, ಬಣಕ್ಕೆ ಹಿನ್ನಡೆಯಾಗಿದೆ. ಫಲಿತಾಂಶ ಪ್ರಕಟವಾಗುತ್ತಿದ್ದಂತೆ ಗೆಲುವು ಸಾಧಿಸಿದ ಅಭ್ಯರ್ಥಿಗಳ ಬೆಂಬಲಿಗರು ಸಂಭ್ರಮಾಚರಣೆ ನಡೆಸಿದರು. (1213, 853, 1432, 925)
byline-location: ಕಾರಟಗಿ, ನ. 05: (132, 538, 210, 554)
byline-source: ಸುದ್ದಿಮೂಲ ವಾರ್ತೆ, (39, 1214, 129, 1230)
body-text-col (973, 1479, 1192, 1619)
body-paragraph: ಬಳಿಕ ವಾಯು ಮಾಲಿನ್ಯದಿಂದ ಮಾನವನ ಆರೋಗ್ಯದ ಮೇಲೆ ಹಾಗೂ ಪರಿಸರದ ಮೇಲೆ ಆಗುವ ದುಷ್ಪರಿಣಾಮಗಳ ಕುರಿತು ಮಾಹಿತಿ ನೀಡಲಾಯಿತು. ವಾಹನ ನಿರೀಕ್ಷಕ ಏಜೇಂದ್ರ ಢವಳಗಿ, ಕಚೇರಿ ಸಿಬ್ಬಂದಿ ವರ್ಗದವರು ಕಾರ್ಯಕ್ರಮದಲ್ಲಿ ಉಪಸ್ಥಿತರಿದ್ದರು. (251, 1214, 708, 1268)
city-item: ತುಮಕೂರು (707, 101, 781, 120)
article-photo-awareness-event (251, 1277, 708, 1589)
city-bullet-icon (688, 136, 696, 143)
body-paragraph: ಕಾರ್ಯಕ್ರಮದಲ್ಲಿ ಶಾಲೆಯ ಮುಖ್ಯೋಪಾಧ್ಯಾಯರು, ಶಿಕ್ಷಕರು ಹಾಗೂ ವಿದ್ಯಾರ್ಥಿಗಳು ಉಪಸ್ಥಿತರಿದ್ದರು. ಕುಮಾರಿ ಲಕ್ಷ್ಮಿ ಸ್ವಾಗತಿಸಿ, ಕುಮಾರ ನಂದೀಶ ವಂದಿಸಿದರು. (1213, 1526, 1432, 1598)
orange-divider-bar (1371, 93, 1376, 156)
byline (24, 835, 239, 851)
article-blood-donation (24, 184, 950, 756)
article-kicker: ಗಂಗಾವತಿ ಶಿಕ್ಷಕರ ಪತ್ತಿನ ಸಹಕಾರ ಸಂಘದ ಚುನಾವಣೆ : (973, 700, 1417, 730)
body-paragraph: ಆಸ್ಪತ್ರೆಗೆ ಸೇರಿ ತಮ್ಮ ಸೇವಾ ಮನೋಭಾವದಿಂದ ಶಿಬಿರದಲ್ಲಿ ರಕ್ತದಾನ ಮಾಡಿದ ದಾನಿಗಳಿಗೆ ಪ್ರಮಾಣ ಪತ್ರ ನೀಡಿ ಗೌರವಿಸಲಾಯಿತು. ಸ್ಥಳೀಯ ಸಂಘ ಸಂಸ್ಥೆಗಳ ಸಹಕಾರದಲ್ಲಿ ಶಿಬಿರ ಯಶಸ್ವಿಯಾಗಿ ನಡೆಯಿತು. (703, 243, 950, 315)
byline-bullet-icon (973, 1823, 981, 1831)
city-bullet-icon (793, 108, 800, 115)
